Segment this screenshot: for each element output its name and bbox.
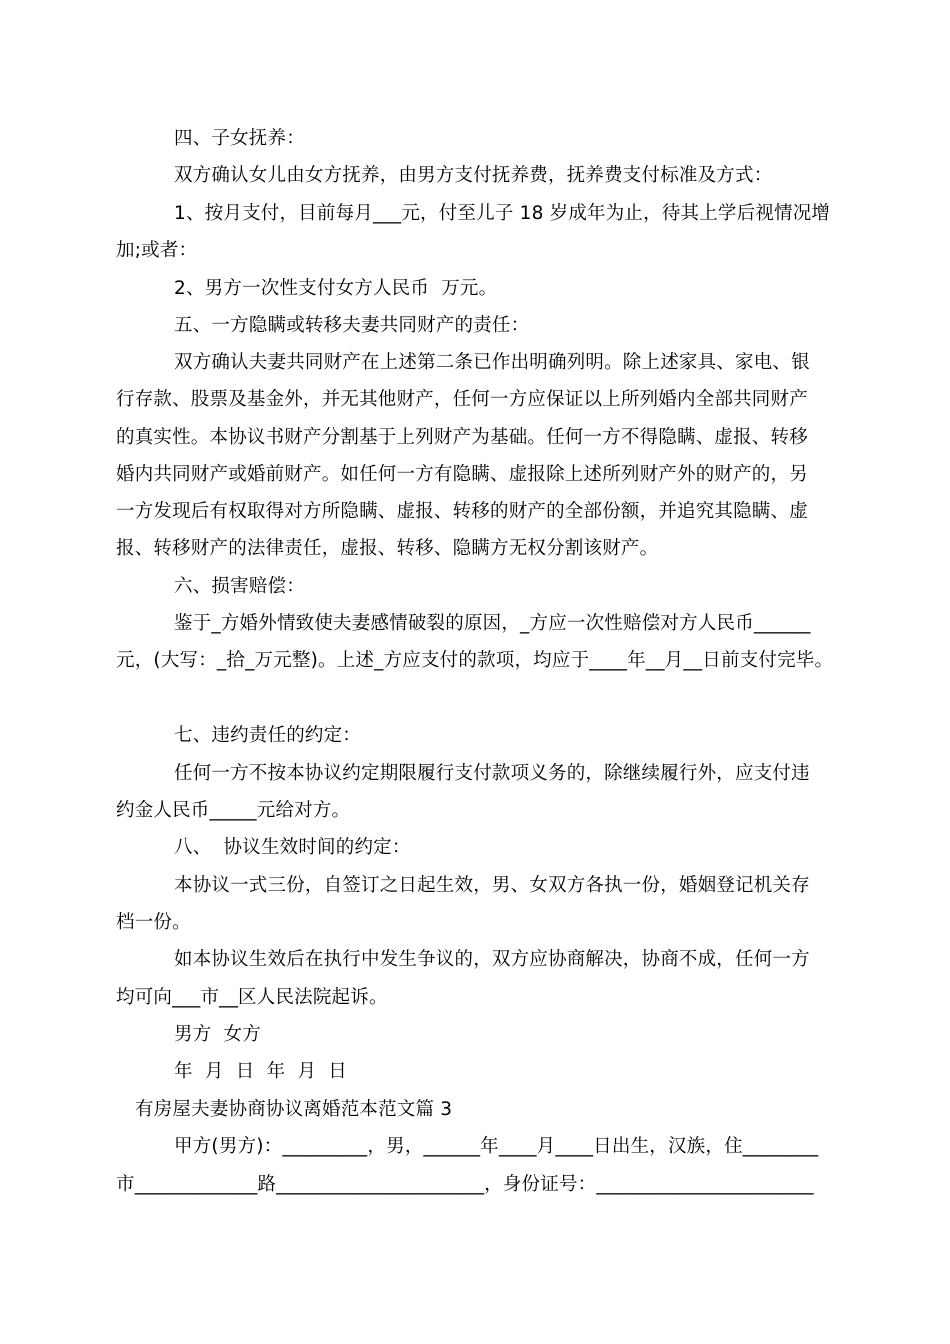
paragraph-line: 如本协议生效后在执行中发生争议的，双方应协商解决，协商不成，任何一方 bbox=[174, 949, 810, 970]
paragraph-line: 市_____________路______________________，身份证号：_______________________ bbox=[116, 1174, 814, 1195]
article-title: 有房屋夫妻协商协议离婚范本范文篇 3 bbox=[135, 1099, 453, 1120]
paragraph-line: 双方确认女儿由女方抚养，由男方支付抚养费，抚养费支付标准及方式： bbox=[174, 165, 773, 186]
signature-dates: 年 月 日 年 月 日 bbox=[174, 1061, 348, 1082]
paragraph-line: 加;或者： bbox=[116, 240, 198, 261]
paragraph-line: 约金人民币_____元给对方。 bbox=[116, 800, 351, 821]
paragraph-line: 本协议一式三份，自签订之日起生效，男、女双方各执一份，婚姻登记机关存 bbox=[174, 875, 810, 896]
paragraph-line: 报、转移财产的法律责任，虚报、转移、隐瞒方无权分割该财产。 bbox=[116, 538, 659, 559]
paragraph-line: 一方发现后有权取得对方所隐瞒、虚报、转移的财产的全部份额，并追究其隐瞒、虚 bbox=[116, 501, 808, 522]
paragraph-line: 元，(大写：_拾_万元整)。上述_方应支付的款项，均应于____年__月__日前支付完毕。 bbox=[116, 650, 834, 671]
paragraph-line: 鉴于_方婚外情致使夫妻感情破裂的原因，_方应一次性赔偿对方人民币______ bbox=[174, 613, 811, 634]
paragraph-line: 档一份。 bbox=[116, 912, 191, 933]
paragraph-line: 的真实性。本协议书财产分割基于上列财产为基础。任何一方不得隐瞒、虚报、转移 bbox=[116, 427, 808, 448]
paragraph-line: 均可向___市__区人民法院起诉。 bbox=[116, 987, 388, 1008]
section-heading-child-support: 四、子女抚养： bbox=[174, 128, 305, 149]
paragraph-line: 甲方(男方)：_________，男，______年____月____日出生，汉族，住________ bbox=[174, 1136, 819, 1157]
section-heading-damages: 六、损害赔偿： bbox=[174, 576, 305, 597]
paragraph-line: 2、男方一次性支付女方人民币 万元。 bbox=[174, 278, 498, 299]
paragraph-line: 双方确认夫妻共同财产在上述第二条已作出明确列明。除上述家具、家电、银 bbox=[174, 352, 810, 373]
signature-parties: 男方 女方 bbox=[174, 1024, 261, 1045]
section-heading-effective-time: 八、 协议生效时间的约定： bbox=[174, 837, 411, 858]
paragraph-line: 行存款、股票及基金外，并无其他财产，任何一方应保证以上所列婚内全部共同财产 bbox=[116, 389, 808, 410]
section-heading-breach: 七、违约责任的约定： bbox=[174, 725, 362, 746]
paragraph-line: 1、按月支付，目前每月___元，付至儿子 18 岁成年为止，待其上学后视情况增 bbox=[174, 203, 831, 224]
paragraph-line: 婚内共同财产或婚前财产。如任何一方有隐瞒、虚报除上述所列财产外的财产的，另 bbox=[116, 464, 808, 485]
section-heading-concealment: 五、一方隐瞒或转移夫妻共同财产的责任： bbox=[174, 315, 530, 336]
paragraph-line: 任何一方不按本协议约定期限履行支付款项义务的，除继续履行外，应支付违 bbox=[174, 763, 810, 784]
